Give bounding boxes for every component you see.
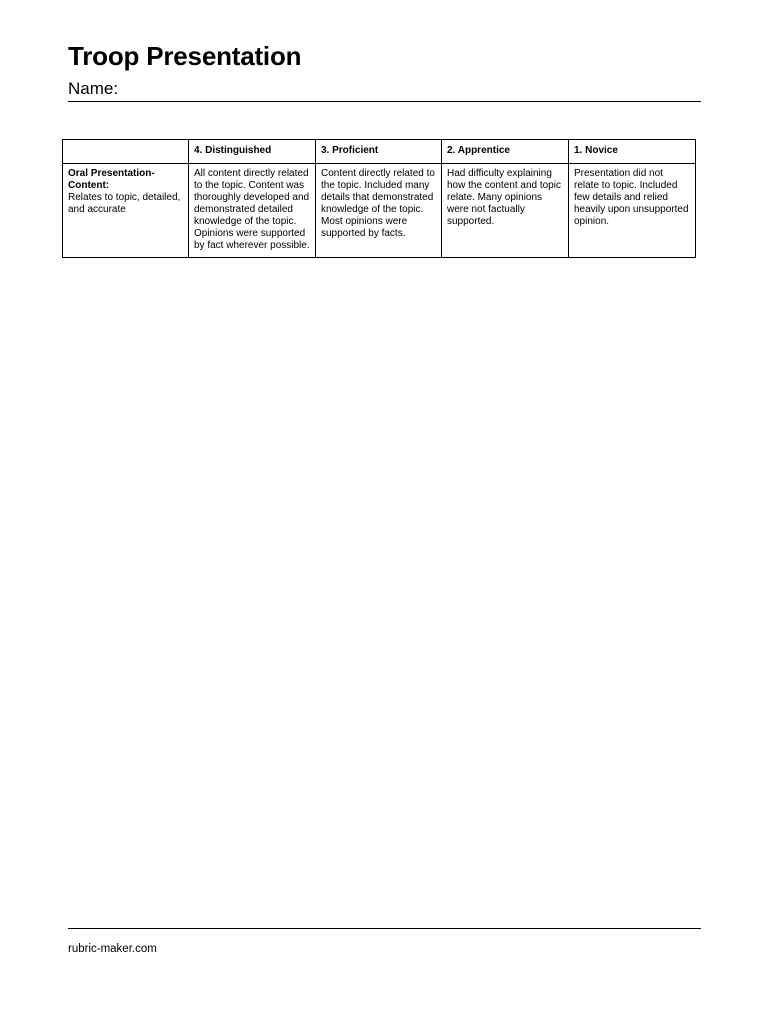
name-label: Name: xyxy=(68,79,119,98)
footer-source: rubric-maker.com xyxy=(68,943,157,955)
rubric-header-proficient: 3. Proficient xyxy=(316,140,442,164)
criterion-title: Oral Presentation-Content: xyxy=(68,168,155,191)
rubric-header-apprentice: 2. Apprentice xyxy=(442,140,569,164)
page-title: Troop Presentation xyxy=(68,41,302,71)
rubric-header-distinguished: 4. Distinguished xyxy=(189,140,316,164)
cell-apprentice: Had difficulty explaining how the content and topic relate. Many opinions were not factually supported. xyxy=(442,164,569,258)
rubric-header-blank xyxy=(63,140,189,164)
name-underline xyxy=(68,101,701,102)
footer-divider xyxy=(68,928,701,929)
criterion-description: Relates to topic, detailed, and accurate xyxy=(68,192,181,215)
rubric-header-row xyxy=(63,140,696,164)
criterion-cell xyxy=(63,164,189,258)
cell-proficient: Content directly related to the topic. Included many details that demonstrated knowledge of the topic. Most opinions were supported by facts. xyxy=(316,164,442,258)
cell-novice: Presentation did not relate to topic. Included few details and relied heavily upon unsupported opinion. xyxy=(569,164,696,258)
rubric-header-novice: 1. Novice xyxy=(569,140,696,164)
table-row xyxy=(63,164,696,258)
cell-distinguished: All content directly related to the topic. Content was thoroughly developed and demonstrated detailed knowledge of the topic. Opinions were supported by fact wherever possible. xyxy=(189,164,316,258)
rubric-table xyxy=(62,139,696,258)
